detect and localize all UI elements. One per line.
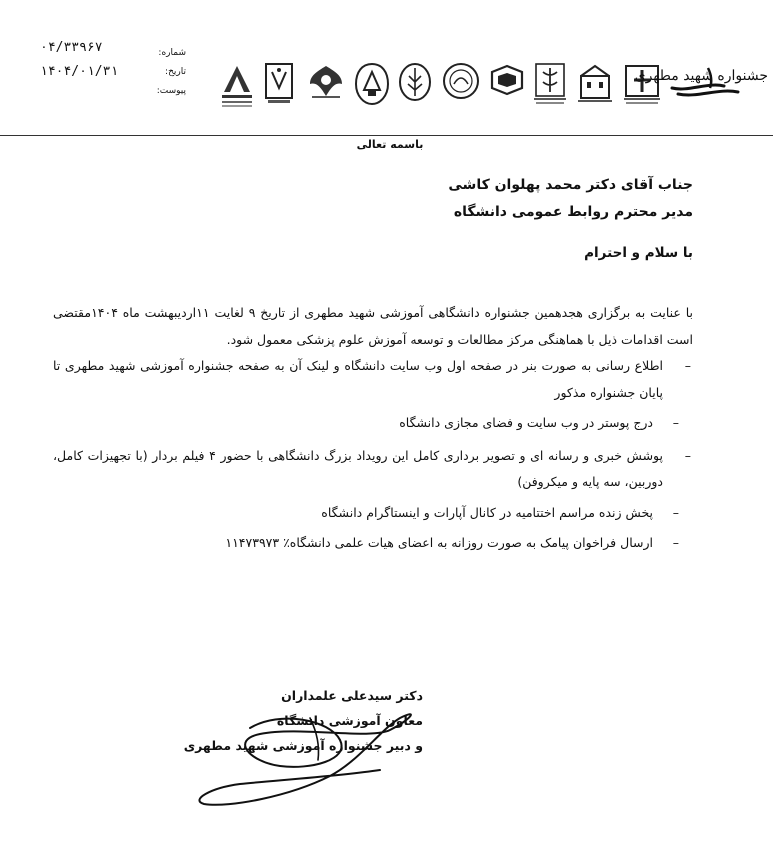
handwritten-signature-icon: [190, 700, 450, 820]
book-logo-icon: [490, 62, 524, 96]
recipient-block: [93, 172, 693, 226]
list-item-text: پخش زنده مراسم اختتامیه در کانال آپارات و اینستاگرام دانشگاه: [321, 504, 653, 520]
date-label: تاریخ:: [165, 67, 186, 77]
letter-number: ۰۴/۳۳۹۶۷: [40, 40, 103, 55]
logos-row: [218, 58, 768, 112]
university-logo-icon: [218, 62, 256, 110]
plant-logo-icon: [398, 62, 432, 102]
letter-date: ۱۴۰۴/۰۱/۳۱: [40, 64, 119, 79]
letter-meta-values: [40, 36, 120, 84]
recipient-title: مدیر محترم روابط عمومی دانشگاه: [453, 204, 693, 220]
attachment-label: پیوست:: [156, 86, 186, 96]
letter-body: [53, 300, 693, 557]
list-dash: –: [672, 535, 679, 550]
list-item-text: اطلاع رسانی به صورت بنر در صفحه اول وب سایت دانشگاه و لینک آن به صفحه جشنواره آموزشی شهید مطهری تا پایان جشنواره مذکور: [53, 358, 663, 400]
list-dash: –: [684, 358, 691, 373]
list-item: [53, 410, 693, 437]
greeting: با سلام و احترام: [584, 245, 693, 261]
festival-logo: [634, 58, 768, 108]
list-item-text: پوشش خبری و رسانه ای و تصویر برداری کامل این رویداد بزرگ دانشگاهی با حضور ۴ فیلم بردار (با تجهیزات کامل، دوربین، سه پایه و میکروفن): [53, 447, 663, 489]
intro-paragraph: با عنایت به برگزاری هجدهمین جشنواره دانشگاهی آموزشی شهید مطهری از تاریخ ۹ لغایت ۱۱اردیبهشت ماه ۱۴۰۴مقتضی است اقدامات ذیل با هماهنگی مرکز مطالعات و توسعه آموزش علوم پزشکی معمول شود.: [53, 305, 693, 347]
recipient-name: جناب آقای دکتر محمد پهلوان کاشی: [448, 177, 693, 193]
list-item: [53, 500, 693, 527]
list-item-text: درج پوستر در وب سایت و فضای مجازی دانشگاه: [399, 415, 653, 430]
festival-logo-text: جشنواره شهید مطهری: [634, 68, 768, 84]
list-dash: –: [672, 504, 679, 520]
emblem-logo-icon: [264, 62, 294, 106]
caduceus-logo-icon: [534, 62, 566, 106]
list-item: [53, 530, 693, 557]
round-seal-logo-icon: [442, 62, 480, 100]
list-item-text: ارسال فراخوان پیامک به صورت روزانه به اعضای هیات علمی دانشگاه٪ ۱۱۴۷۳۹۷۳: [225, 535, 653, 550]
seal-logo-icon: [354, 62, 390, 106]
building-logo-icon: [578, 62, 612, 106]
letter-meta-labels: [120, 44, 186, 101]
header-divider: [0, 135, 773, 136]
bismillah: باسمه تعالی: [356, 138, 424, 151]
list-item: [53, 353, 693, 406]
signatory-title-2: و دبیر جشنواره آموزشی شهید مطهری: [183, 738, 423, 753]
list-item: [53, 443, 693, 496]
list-dash: –: [672, 415, 679, 430]
signatory-title: معاون آموزشی دانشگاه: [276, 713, 423, 728]
center-logo-icon: [306, 62, 346, 102]
list-dash: –: [684, 447, 691, 463]
number-label: شماره:: [158, 48, 186, 58]
signatory-name: دکتر سیدعلی علمداران: [281, 688, 423, 703]
